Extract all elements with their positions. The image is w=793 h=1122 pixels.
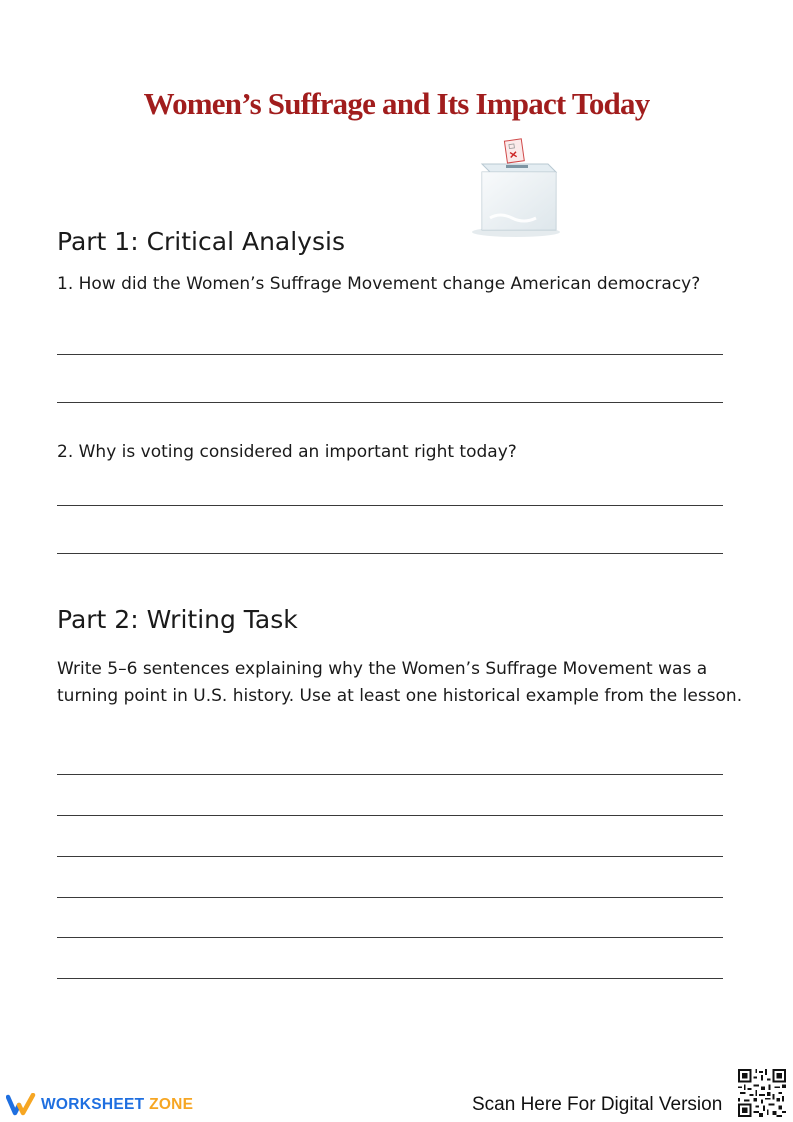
part2-heading: Part 2: Writing Task <box>57 605 298 634</box>
answer-line[interactable] <box>57 815 723 816</box>
answer-line[interactable] <box>57 937 723 938</box>
answer-line[interactable] <box>57 354 723 355</box>
answer-line[interactable] <box>57 856 723 857</box>
qr-code-icon[interactable] <box>738 1069 786 1117</box>
ballot-box-icon <box>468 138 564 238</box>
answer-line[interactable] <box>57 402 723 403</box>
answer-line[interactable] <box>57 505 723 506</box>
answer-line[interactable] <box>57 774 723 775</box>
logo-word-worksheet: WORKSHEET <box>41 1096 145 1113</box>
answer-line[interactable] <box>57 897 723 898</box>
logo-word-zone: ZONE <box>149 1096 194 1113</box>
worksheet-title: Women’s Suffrage and Its Impact Today <box>143 86 650 121</box>
scan-caption: Scan Here For Digital Version <box>472 1094 723 1115</box>
answer-line[interactable] <box>57 553 723 554</box>
question-1: 1. How did the Women’s Suffrage Movement change American democracy? <box>57 274 701 294</box>
worksheet-zone-logo[interactable] <box>6 1090 193 1120</box>
question-2: 2. Why is voting considered an important right today? <box>57 442 517 462</box>
worksheet-zone-logo-icon <box>6 1093 36 1117</box>
writing-task-prompt: Write 5–6 sentences explaining why the Women’s Suffrage Movement was a turning point in U.S. history. Use at least one historical example from the lesson. <box>57 659 743 706</box>
part1-heading: Part 1: Critical Analysis <box>57 227 345 256</box>
answer-line[interactable] <box>57 978 723 979</box>
